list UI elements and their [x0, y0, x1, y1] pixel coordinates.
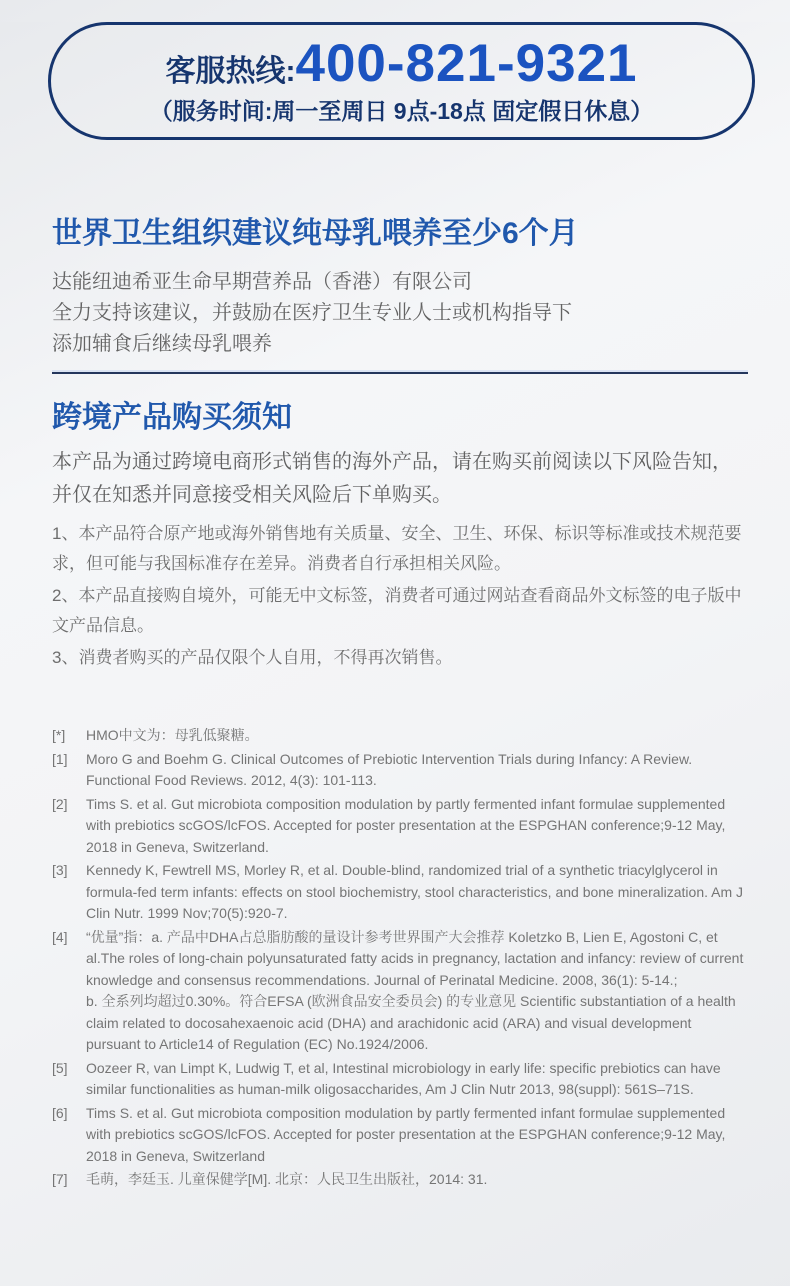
page-content: [0, 214, 790, 1191]
reference-marker: [7]: [52, 1171, 68, 1187]
reference-text: Oozeer R, van Limpt K, Ludwig T, et al, Intestinal microbiology in early life: specific prebiotics can have similar functionalities as human-milk oligosaccharides, Am J Clin Nutr 2013, 98(suppl): 561S–71S.: [86, 1059, 721, 1097]
hotline-line: [165, 33, 638, 93]
reference-2: [52, 794, 746, 859]
reference-text: HMO中文为：母乳低聚糖。: [86, 727, 259, 743]
who-recommendation-title: 世界卫生组织建议纯母乳喂养至少6个月: [52, 217, 579, 250]
cross-border-notice-intro: 本产品为通过跨境电商形式销售的海外产品，请在购买前阅读以下风险告知，并仅在知悉并同意接受相关风险后下单购买。: [52, 451, 732, 506]
references-list: [52, 725, 748, 1191]
reference-asterisk: [52, 725, 746, 747]
cross-border-notice-title: 跨境产品购买须知: [52, 400, 292, 434]
reference-marker: [5]: [52, 1059, 68, 1076]
reference-text: Moro G and Boehm G. Clinical Outcomes of Prebiotic Intervention Trials during Infancy: A Review. Functional Food Reviews. 2012, 4(3): 101-113.: [86, 750, 693, 788]
reference-3: [52, 860, 746, 925]
who-body-line: 添加辅食后继续母乳喂养: [52, 332, 272, 355]
reference-5: [52, 1058, 746, 1101]
reference-text: 毛萌，李廷玉. 儿童保健学[M]. 北京：人民卫生出版社，2014: 31.: [86, 1171, 488, 1187]
reference-text: [86, 927, 746, 1056]
who-body-line: 达能纽迪希亚生命早期营养品（香港）有限公司: [52, 270, 472, 293]
notice-item-1: 1、本产品符合原产地或海外销售地有关质量、安全、卫生、环保、标识等标准或技术规范要求，但可能与我国标准存在差异。消费者自行承担相关风险。: [52, 524, 742, 573]
notice-item-2: 2、本产品直接购自境外，可能无中文标签，消费者可通过网站查看商品外文标签的电子版中文产品信息。: [52, 586, 742, 635]
who-body-line: 全力支持该建议，并鼓励在医疗卫生专业人士或机构指导下: [52, 301, 572, 324]
reference-1: [52, 749, 746, 792]
reference-marker: [*]: [52, 727, 66, 743]
reference-text-part-b: b. 全系列均超过0.30%。符合EFSA (欧洲食品安全委员会) 的专业意见 Scientific substantiation of a health claim related to docosahexaenoic acid (DHA) and arachidonic acid (ARA) and visual development pursuant to Article14 of Regulation (EC) No.1924/2006.: [86, 993, 736, 1052]
reference-4: [52, 927, 746, 1056]
reference-6: [52, 1103, 746, 1168]
reference-marker: [1]: [52, 750, 68, 767]
hotline-service-hours: （服务时间:周一至周日 9点-18点 固定假日休息）: [149, 97, 654, 124]
notice-item-3: 3、消费者购买的产品仅限个人自用，不得再次销售。: [52, 648, 453, 667]
reference-text: Tims S. et al. Gut microbiota composition modulation by partly fermented infant formulae supplemented with prebiotics scGOS/lcFOS. Accepted for poster presentation at the ESPGHAN conference;9-12 May, 2018 in Geneva, Switzerland.: [86, 795, 726, 855]
hotline-number: 400-821-9321: [295, 33, 638, 93]
reference-text: Tims S. et al. Gut microbiota composition modulation by partly fermented infant formulae supplemented with prebiotics scGOS/lcFOS. Accepted for poster presentation at the ESPGHAN conference;9-12 May, 2018 in Geneva, Switzerland: [86, 1104, 726, 1164]
cross-border-notice-list: [52, 519, 748, 673]
hotline-label: 客服热线:: [165, 54, 296, 88]
reference-text-part-a: “优量”指：a. 产品中DHA占总脂肪酸的量设计参考世界围产大会推荐 Koletzko B, Lien E, Agostoni C, et al.The roles of long-chain polyunsaturated fatty acids in pregnancy, lactation and infancy: review of current knowledge and consensus recommendations. Journal of Perinatal Medicine. 2008, 36(1): 5-14.;: [86, 928, 744, 988]
reference-marker: [3]: [52, 862, 68, 878]
reference-text: Kennedy K, Fewtrell MS, Morley R, et al. Double-blind, randomized trial of a synthetic triacylglycerol in formula-fed term infants: effects on stool biochemistry, stool characteristics, and bone mineralization. Am J Clin Nutr. 1999 Nov;70(5):920-7.: [86, 862, 743, 921]
hotline-banner: [48, 22, 755, 140]
reference-marker: [4]: [52, 928, 68, 945]
section-divider: [52, 372, 748, 374]
reference-7: [52, 1169, 746, 1191]
reference-marker: [2]: [52, 795, 68, 812]
who-recommendation-body: [52, 267, 748, 360]
reference-marker: [6]: [52, 1104, 68, 1121]
